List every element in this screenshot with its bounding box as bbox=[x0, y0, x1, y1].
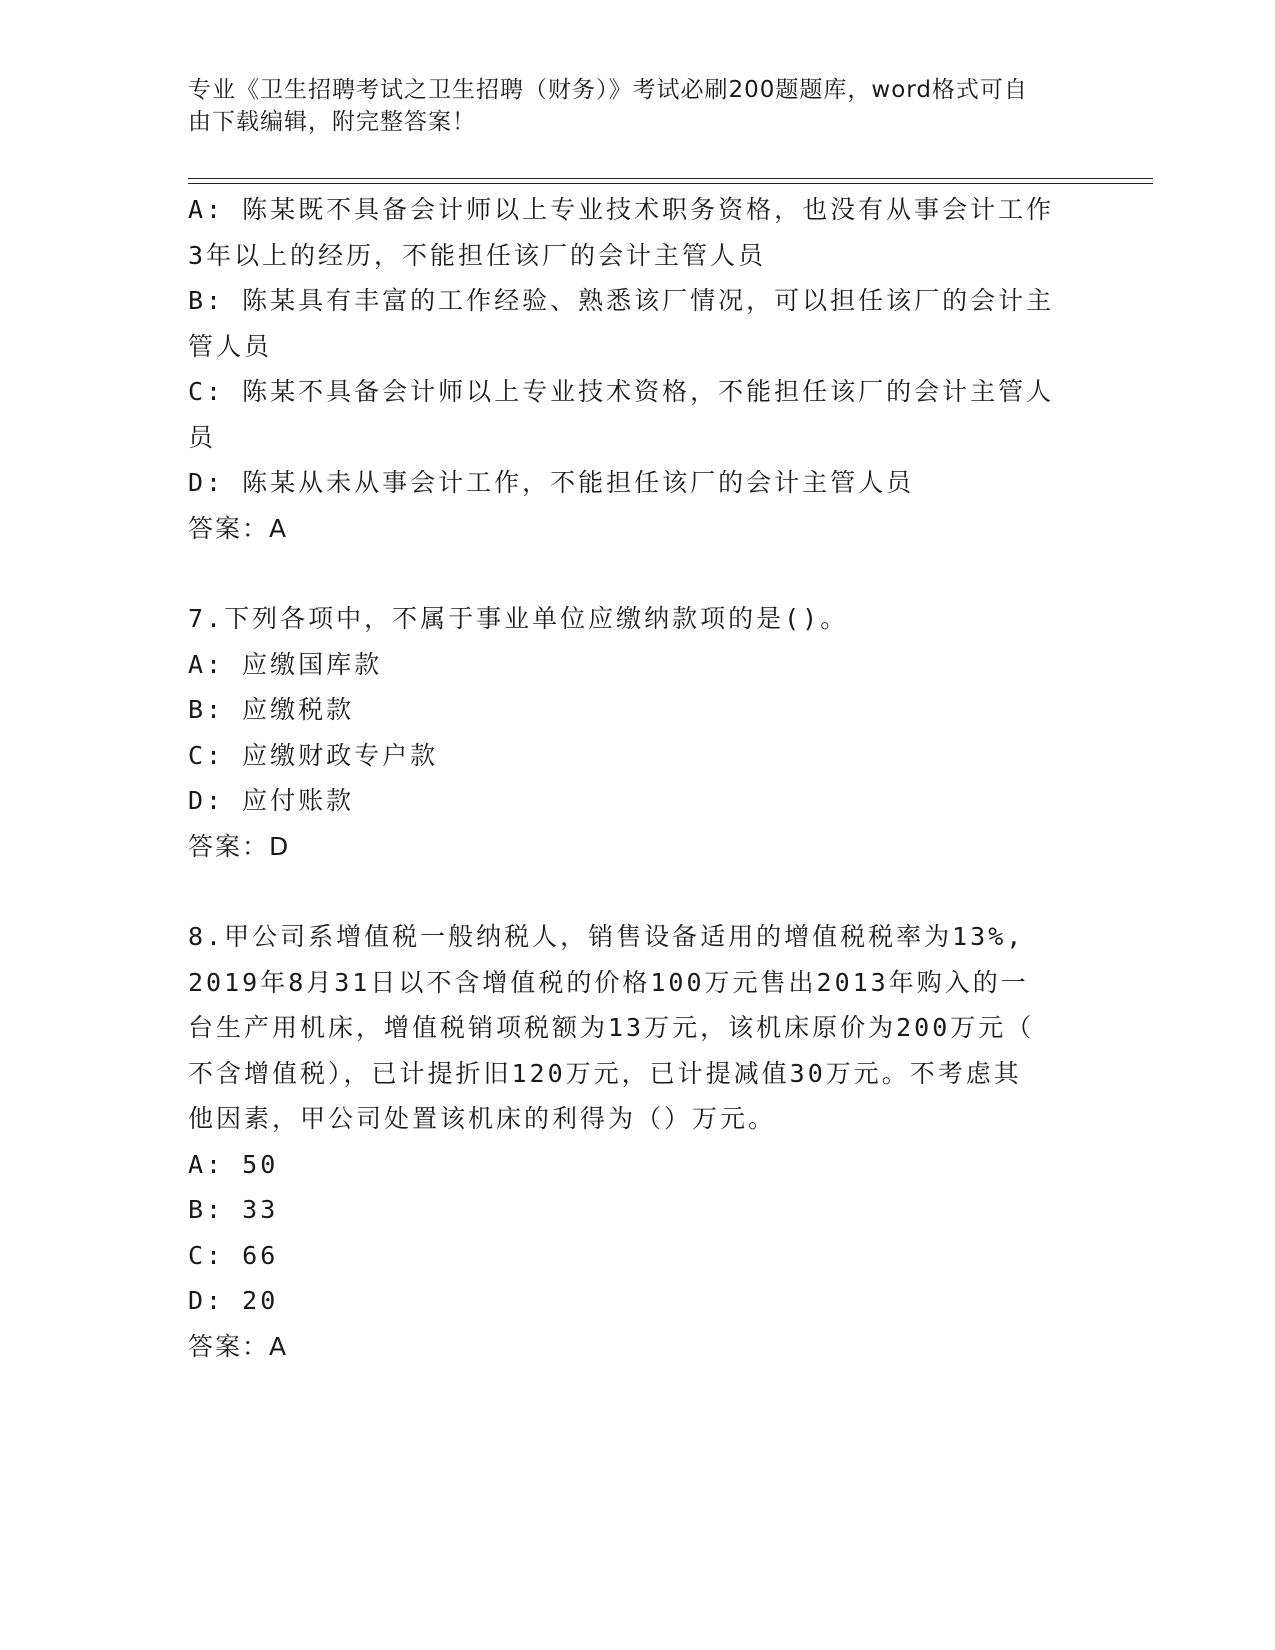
question-6-block bbox=[188, 187, 1068, 551]
q7-option-a: A: 应缴国库款 bbox=[188, 649, 383, 679]
q8-option-d: D: 20 bbox=[188, 1286, 279, 1315]
q6-option-c-line-2: 员 bbox=[188, 422, 217, 452]
header-divider-bottom bbox=[188, 183, 1153, 184]
q8-option-a: A: 50 bbox=[188, 1149, 279, 1179]
q7-option-d: D: 应付账款 bbox=[188, 786, 355, 815]
q7-answer: 答案：D bbox=[188, 831, 291, 861]
q8-question-line-5: 他因素，甲公司处置该机床的利得为（）万元。 bbox=[188, 1104, 777, 1133]
q7-option-c: C: 应缴财政专户款 bbox=[188, 740, 439, 770]
q6-option-c-line-1: C: 陈某不具备会计师以上专业技术资格，不能担任该厂的会计主管人 bbox=[188, 377, 1055, 406]
q6-option-b-line-2: 管人员 bbox=[188, 331, 273, 361]
q8-question-line-4: 不含增值税），已计提折旧120万元，已计提减值30万元。不考虑其 bbox=[188, 1058, 1022, 1088]
q6-option-a-line-1: A: 陈某既不具备会计师以上专业技术职务资格，也没有从事会计工作 bbox=[188, 195, 1055, 224]
document-header bbox=[188, 74, 1068, 138]
question-7-block bbox=[188, 596, 1068, 869]
question-8-block bbox=[188, 914, 1068, 1369]
spacer bbox=[188, 551, 1068, 596]
q7-option-b: B: 应缴税款 bbox=[188, 695, 355, 724]
q7-question: 7.下列各项中，不属于事业单位应缴纳款项的是()。 bbox=[188, 604, 849, 633]
spacer bbox=[188, 869, 1068, 914]
header-line-2: 由下载编辑，附完整答案！ bbox=[188, 109, 476, 135]
q6-answer: 答案：A bbox=[188, 513, 289, 543]
q6-option-d: D: 陈某从未从事会计工作，不能担任该厂的会计主管人员 bbox=[188, 468, 915, 497]
q8-question-line-3: 台生产用机床，增值税销项税额为13万元，该机床原价为200万元（ bbox=[188, 1013, 1035, 1042]
header-line-1: 专业《卫生招聘考试之卫生招聘（财务）》考试必刷200题题库，word格式可自 bbox=[188, 77, 1028, 103]
q8-answer: 答案：A bbox=[188, 1331, 289, 1361]
question-content bbox=[188, 187, 1068, 1369]
q8-option-b: B: 33 bbox=[188, 1195, 279, 1224]
header-divider-top bbox=[188, 178, 1153, 179]
q6-option-a-line-2: 3年以上的经历，不能担任该厂的会计主管人员 bbox=[188, 240, 767, 270]
q8-question-line-1: 8.甲公司系增值税一般纳税人，销售设备适用的增值税税率为13%, bbox=[188, 922, 1025, 951]
q8-option-c: C: 66 bbox=[188, 1240, 279, 1270]
q6-option-b-line-1: B: 陈某具有丰富的工作经验、熟悉该厂情况，可以担任该厂的会计主 bbox=[188, 286, 1055, 315]
q8-question-line-2: 2019年8月31日以不含增值税的价格100万元售出2013年购入的一 bbox=[188, 967, 1029, 997]
